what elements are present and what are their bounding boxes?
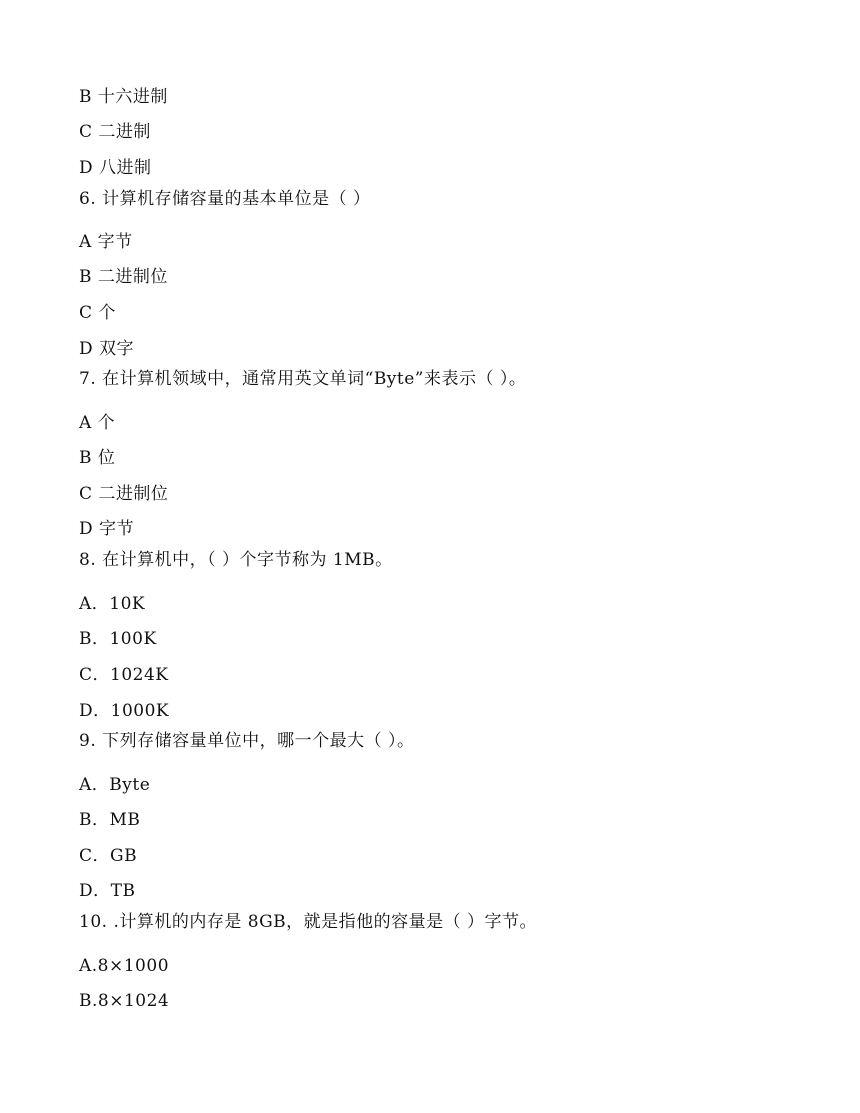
q8-option-b: B．100K: [79, 629, 157, 649]
q7-option-d: D 字节: [79, 519, 135, 539]
q6-option-b: B 二进制位: [79, 267, 168, 287]
q7-option-c: C 二进制位: [79, 484, 169, 504]
q6-option-d: D 双字: [79, 339, 135, 359]
option-c-binary: C 二进制: [79, 122, 151, 142]
q8-option-a: A．10K: [79, 594, 146, 614]
q10-option-b: B.8×1024: [79, 991, 170, 1011]
option-b-hex: B 十六进制: [79, 87, 168, 107]
question-9: 9. 下列存储容量单位中，哪一个最大（ ）。: [79, 731, 415, 751]
q10-option-a: A.8×1000: [79, 956, 170, 976]
q7-option-a: A 个: [79, 413, 116, 433]
q6-option-a: A 字节: [79, 232, 133, 252]
q9-option-a: A．Byte: [79, 775, 151, 795]
q6-option-c: C 个: [79, 303, 116, 323]
q7-option-b: B 位: [79, 448, 116, 468]
q9-option-d: D．TB: [79, 881, 136, 901]
question-10: 10. .计算机的内存是 8GB，就是指他的容量是（ ）字节。: [79, 912, 538, 932]
q8-option-d: D．1000K: [79, 701, 170, 721]
question-7: 7. 在计算机领域中，通常用英文单词“Byte”来表示（ ）。: [79, 369, 527, 389]
option-d-octal: D 八进制: [79, 158, 152, 178]
q9-option-c: C．GB: [79, 846, 138, 866]
q9-option-b: B．MB: [79, 810, 141, 830]
question-6: 6. 计算机存储容量的基本单位是（ ）: [79, 189, 371, 209]
question-8: 8. 在计算机中，（ ）个字节称为 1MB。: [79, 550, 393, 570]
q8-option-c: C．1024K: [79, 665, 169, 685]
